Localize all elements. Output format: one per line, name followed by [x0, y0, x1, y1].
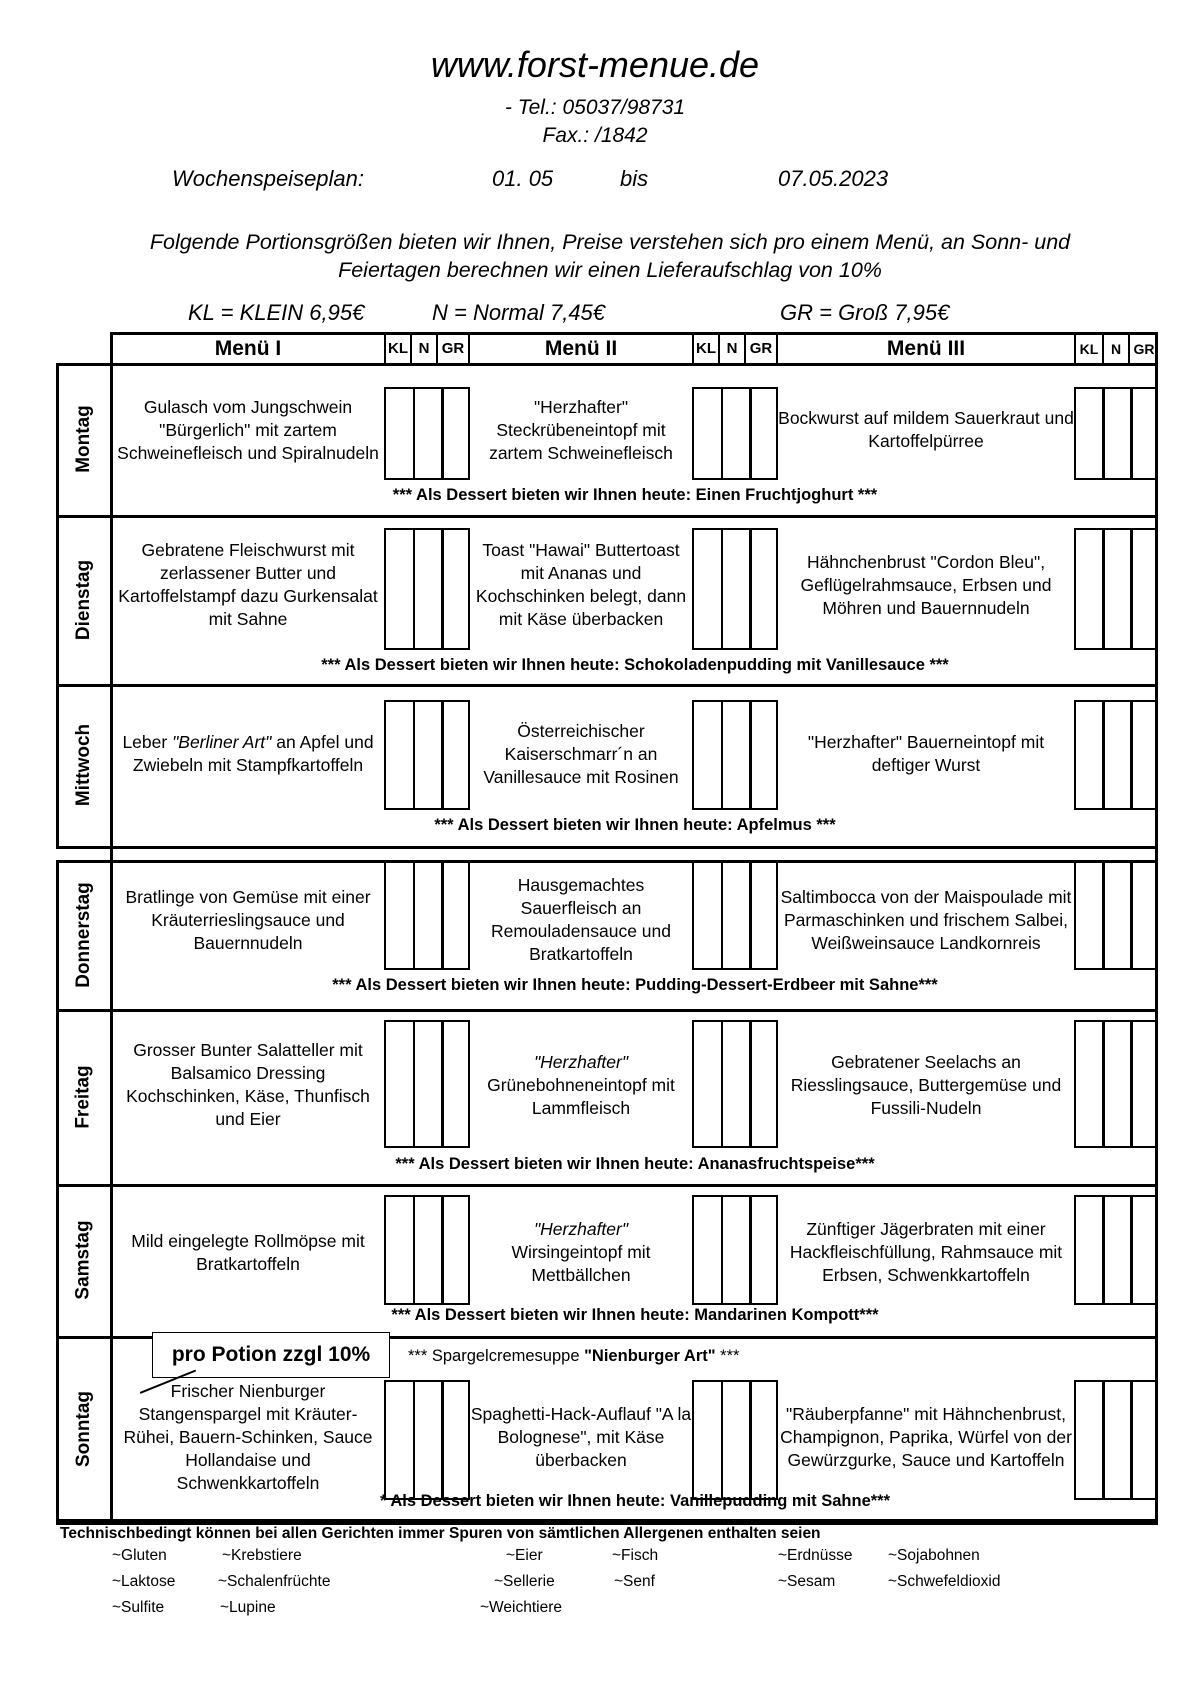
- header-menu3: Menü III: [886, 336, 966, 360]
- allergen-item: ~Sesam: [778, 1573, 836, 1590]
- order-box-group: [692, 528, 778, 650]
- box-divider: [721, 528, 724, 650]
- allergen-item: ~Senf: [614, 1573, 655, 1590]
- menu1-dish-part: an Apfel und Zwiebeln mit Stampfkartoffeln: [132, 732, 374, 775]
- menu1-dish: Gulasch vom Jungschwein "Bürgerlich" mit zartem Schweinefleisch und Spiralnudeln: [117, 396, 379, 463]
- order-box-group: [1074, 1020, 1158, 1148]
- day-label: [58, 684, 110, 846]
- box-divider: [721, 1195, 724, 1305]
- allergen-item: ~Sojabohnen: [888, 1547, 980, 1564]
- order-box-group: [692, 1020, 778, 1148]
- day-name: Sonntag: [73, 1391, 94, 1467]
- allergen-item: ~Sulfite: [112, 1599, 165, 1616]
- order-box-group: [1074, 387, 1158, 480]
- menu3-dish: Saltimbocca von der Maispoulade mit Parmaschinken und frischem Salbei, Weißweinsauce Landkornreis: [780, 886, 1072, 953]
- intro-text: Folgende Portionsgrößen bieten wir Ihnen, Preise verstehen sich pro einem Menü, an Sonn- und Feiertagen berechnen wir einen Lieferaufschlag von 10%: [149, 230, 1071, 282]
- menu3-dish: Bockwurst auf mildem Sauerkraut und Kartoffelpürree: [778, 408, 1074, 451]
- header-gr: GR: [1133, 340, 1155, 357]
- menu2-dish-prefix: "Herzhafter": [533, 1051, 629, 1072]
- grid-line: [110, 684, 1158, 687]
- surcharge-note: pro Potion zzgl 10%: [152, 1332, 390, 1378]
- box-divider: [413, 1020, 416, 1148]
- box-divider: [441, 528, 444, 650]
- dessert-line: *** Als Dessert bieten wir Ihnen heute: Pudding-Dessert-Erdbeer mit Sahne***: [332, 976, 938, 994]
- bis-label: bis: [620, 166, 649, 191]
- dessert-line: *** Als Dessert bieten wir Ihnen heute: Ananasfruchtspeise***: [395, 1155, 875, 1173]
- menu3-dish: Zünftiger Jägerbraten mit einer Hackfleischfüllung, Rahmsauce mit Erbsen, Schwenkkartoffeln: [789, 1219, 1063, 1285]
- menu2-dish-prefix: "Herzhafter": [533, 1219, 629, 1239]
- day-label: [58, 1336, 110, 1522]
- soup-part: "Nienburger Art": [584, 1347, 716, 1365]
- allergen-item: ~Erdnüsse: [778, 1547, 853, 1564]
- price-gr: GR = Groß 7,95€: [780, 300, 950, 325]
- box-divider: [1130, 700, 1133, 810]
- box-divider: [413, 387, 416, 480]
- order-box-group: [384, 387, 470, 480]
- box-divider: [749, 700, 752, 810]
- order-box-group: [384, 1195, 470, 1305]
- dessert-line: * Als Dessert bieten wir Ihnen heute: Vanillepudding mit Sahne***: [379, 1492, 891, 1510]
- grid-line: [110, 860, 1158, 863]
- website-title: www.forst-menue.de: [430, 44, 760, 85]
- box-divider: [749, 860, 752, 970]
- box-divider: [1102, 860, 1105, 970]
- box-divider: [1130, 1380, 1133, 1500]
- allergen-item: ~Eier: [506, 1547, 543, 1564]
- box-divider: [749, 387, 752, 480]
- box-divider: [1102, 528, 1105, 650]
- header-n: N: [1110, 340, 1122, 357]
- day-name: Dienstag: [73, 559, 94, 640]
- grid-line: [110, 332, 113, 1522]
- order-box-group: [692, 1380, 778, 1500]
- order-box-group: [1074, 700, 1158, 810]
- order-box-group: [1074, 1195, 1158, 1305]
- day-name: Montag: [73, 405, 95, 473]
- box-divider: [441, 387, 444, 480]
- menu2-dish: Hausgemachtes Sauerfleisch an Remouladensauce und Bratkartoffeln: [491, 875, 671, 964]
- box-divider: [413, 700, 416, 810]
- menu1-dish: [114, 700, 382, 808]
- plan-label: Wochenspeiseplan:: [172, 166, 365, 191]
- menu3-dish: "Räuberpfanne" mit Hähnchenbrust, Champignon, Paprika, Würfel von der Gewürzgurke, Sauce und Kartoffeln: [780, 1403, 1072, 1470]
- header-n: N: [726, 340, 738, 357]
- menu3-dish: Gebratener Seelachs an Riesslingsauce, Buttergemüse und Fussili-Nudeln: [790, 1051, 1062, 1118]
- order-box-group: [692, 700, 778, 810]
- header-kl: KL: [696, 340, 716, 357]
- box-divider: [441, 1020, 444, 1148]
- box-divider: [1130, 528, 1133, 650]
- box-divider: [1102, 387, 1105, 480]
- order-box-group: [1074, 528, 1158, 650]
- header-kl: KL: [388, 340, 408, 357]
- box-divider: [721, 1020, 724, 1148]
- order-box-group: [384, 860, 470, 970]
- order-box-group: [1074, 1380, 1158, 1500]
- box-divider: [1130, 860, 1133, 970]
- menu1-dish: Grosser Bunter Salatteller mit Balsamico Dressing Kochschinken, Käse, Thunfisch und Eier: [126, 1040, 370, 1129]
- menu1-dish-part: "Berliner Art": [172, 732, 272, 752]
- allergen-item: ~Lupine: [220, 1599, 276, 1616]
- order-box-group: [384, 528, 470, 650]
- box-divider: [413, 1195, 416, 1305]
- box-divider: [441, 860, 444, 970]
- box-divider: [441, 700, 444, 810]
- box-divider: [1102, 700, 1105, 810]
- box-divider: [441, 1195, 444, 1305]
- date-to: 07.05.2023: [778, 166, 889, 191]
- menu1-dish-part: Leber: [122, 732, 173, 752]
- day-label: [58, 363, 110, 515]
- allergen-item: ~Fisch: [612, 1547, 659, 1564]
- box-divider: [749, 528, 752, 650]
- header-gr: GR: [749, 340, 773, 357]
- allergen-item: ~Laktose: [112, 1573, 176, 1590]
- sunday-soup: [408, 1347, 739, 1366]
- order-box-group: [384, 1380, 470, 1500]
- order-box-group: [692, 387, 778, 480]
- day-label: [58, 1009, 110, 1184]
- box-divider: [413, 1380, 416, 1500]
- grid-line: [110, 363, 1158, 366]
- menu2-dish: Spaghetti-Hack-Auflauf "A la Bolognese", mit Käse überbacken: [470, 1403, 692, 1470]
- order-box-group: [692, 860, 778, 970]
- dessert-line: *** Als Dessert bieten wir Ihnen heute: Mandarinen Kompott***: [391, 1306, 879, 1324]
- menu2-dish-text: Grünebohneneintopf mit Lammfleisch: [487, 1074, 675, 1118]
- box-divider: [413, 860, 416, 970]
- menu3-dish: "Herzhafter" Bauerneintopf mit deftiger Wurst: [807, 732, 1045, 775]
- grid-line: [56, 1519, 1158, 1522]
- day-name: Freitag: [73, 1064, 95, 1129]
- allergen-item: ~Gluten: [112, 1547, 167, 1564]
- day-label: [58, 1184, 110, 1336]
- menu2-dish: Österreichischer Kaiserschmarr´n an Vanillesauce mit Rosinen: [483, 720, 679, 787]
- phone-number: - Tel.: 05037/98731: [504, 96, 686, 119]
- day-label: [58, 515, 110, 684]
- allergen-item: ~Schalenfrüchte: [218, 1573, 331, 1590]
- order-box-group: [692, 1195, 778, 1305]
- allergen-notice: Technischbedingt können bei allen Gerichten immer Spuren von sämtlichen Allergenen enthalten seien: [60, 1525, 821, 1542]
- dessert-line: *** Als Dessert bieten wir Ihnen heute: Schokoladenpudding mit Vanillesauce ***: [321, 656, 949, 674]
- fax-number: Fax.: /1842: [542, 124, 648, 147]
- day-name: Mittwoch: [73, 723, 95, 807]
- allergen-item: ~Sellerie: [494, 1573, 555, 1590]
- menu1-dish: Gebratene Fleischwurst mit zerlassener Butter und Kartoffelstampf dazu Gurkensalat mit Sahne: [118, 540, 378, 629]
- box-divider: [749, 1020, 752, 1148]
- order-box-group: [384, 1020, 470, 1148]
- day-name: Samstag: [73, 1220, 95, 1300]
- dessert-line: *** Als Dessert bieten wir Ihnen heute: Apfelmus ***: [434, 816, 836, 834]
- box-divider: [721, 1380, 724, 1500]
- grid-line: [110, 515, 1158, 518]
- date-from: 01. 05: [492, 166, 554, 191]
- box-divider: [441, 1380, 444, 1500]
- header-n: N: [418, 340, 430, 357]
- order-box-group: [384, 700, 470, 810]
- box-divider: [749, 1195, 752, 1305]
- menu2-dish: "Herzhafter" Steckrübeneintopf mit zartem Schweinefleisch: [489, 396, 673, 463]
- allergen-item: ~Krebstiere: [222, 1547, 302, 1564]
- box-divider: [1102, 1380, 1105, 1500]
- box-divider: [1102, 1020, 1105, 1148]
- price-kl: KL = KLEIN 6,95€: [188, 300, 365, 325]
- menu2-dish: [470, 1205, 692, 1300]
- allergen-item: ~Weichtiere: [480, 1599, 562, 1616]
- box-divider: [749, 1380, 752, 1500]
- grid-line: [110, 1009, 1158, 1012]
- header-menu2: Menü II: [544, 336, 618, 360]
- order-box-group: [1074, 860, 1158, 970]
- grid-line: [110, 1184, 1158, 1187]
- menu1-dish: Bratlinge von Gemüse mit einer Kräuterrieslingsauce und Bauernnudeln: [125, 886, 371, 953]
- day-name: Donnerstag: [73, 881, 95, 988]
- dessert-line: *** Als Dessert bieten wir Ihnen heute: Einen Fruchtjoghurt ***: [392, 486, 878, 504]
- soup-part: *** Spargelcremesuppe: [408, 1347, 585, 1365]
- menu2-dish-text: Wirsingeintopf mit Mettbällchen: [511, 1242, 651, 1285]
- day-label: [58, 860, 110, 1009]
- box-divider: [413, 528, 416, 650]
- box-divider: [1130, 387, 1133, 480]
- allergen-item: ~Schwefeldioxid: [888, 1573, 1001, 1590]
- box-divider: [1130, 1195, 1133, 1305]
- header-gr: GR: [441, 340, 465, 357]
- soup-part: ***: [715, 1347, 740, 1365]
- header-menu1: Menü I: [214, 336, 282, 360]
- menu2-dish: Toast "Hawai" Buttertoast mit Ananas und Kochschinken belegt, dann mit Käse überbacken: [475, 540, 687, 629]
- menu1-dish: Frischer Nienburger Stangenspargel mit Kräuter-Rühei, Bauern-Schinken, Sauce Hollandaise und Schwenkkartoffeln: [123, 1380, 373, 1493]
- grid-line: [110, 846, 1158, 849]
- menu2-dish: [470, 1020, 692, 1150]
- grid-line: [56, 846, 110, 849]
- header-kl: KL: [1079, 340, 1099, 357]
- menu3-dish: Hähnchenbrust "Cordon Bleu", Geflügelrahmsauce, Erbsen und Möhren und Bauernnudeln: [800, 551, 1052, 618]
- menu1-dish: Mild eingelegte Rollmöpse mit Bratkartoffeln: [131, 1230, 365, 1274]
- price-n: N = Normal 7,45€: [432, 300, 606, 325]
- box-divider: [721, 860, 724, 970]
- box-divider: [721, 387, 724, 480]
- box-divider: [1130, 1020, 1133, 1148]
- box-divider: [721, 700, 724, 810]
- box-divider: [1102, 1195, 1105, 1305]
